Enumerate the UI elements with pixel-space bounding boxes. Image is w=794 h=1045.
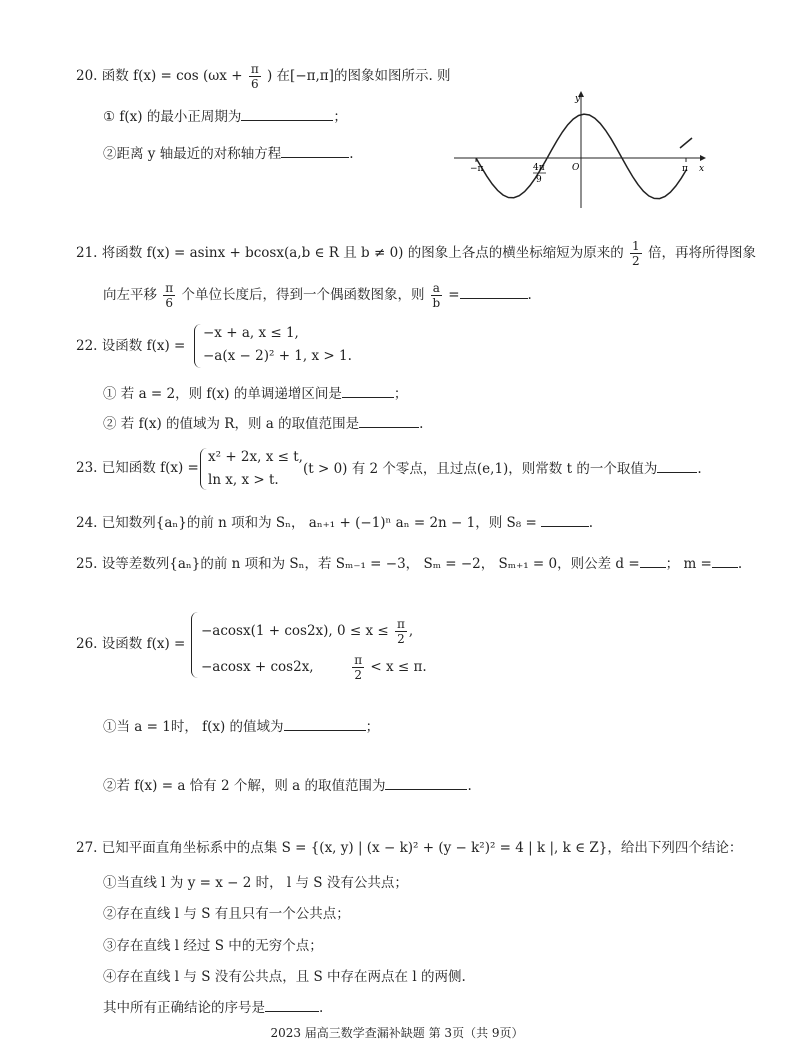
answer-blank[interactable] bbox=[541, 512, 589, 527]
q22-brace bbox=[194, 324, 201, 368]
curve-tail bbox=[680, 138, 692, 148]
q26-part1: ①当 a = 1时， f(x) 的值域为 ； bbox=[103, 716, 379, 737]
answer-blank[interactable] bbox=[284, 716, 366, 731]
q24: 24. 已知数列{aₙ}的前 n 项和为 Sₙ， aₙ₊₁ + (−1)ⁿ aₙ = 2n − 1，则 S₈ = . bbox=[76, 512, 593, 533]
answer-blank[interactable] bbox=[385, 775, 467, 790]
answer-blank[interactable] bbox=[281, 143, 349, 158]
q20-part1: ① f(x) 的最小正周期为 ； bbox=[103, 106, 347, 127]
q22-case2: −a(x − 2)² + 1, x > 1. bbox=[203, 348, 352, 364]
label-zero-num: 4π bbox=[533, 163, 545, 173]
q20-stem-text-b: ) 在[−π,π]的图象如图所示. 则 bbox=[267, 68, 451, 84]
q21-pi-over-6: $\frac{\pi}{6}$ bbox=[165, 281, 174, 310]
q21-a-over-b: $\frac{a}{b}$ bbox=[432, 281, 441, 310]
label-pi: π bbox=[682, 164, 688, 174]
q27-conclusion-3: ③存在直线 l 经过 S 中的无穷个点； bbox=[103, 938, 323, 954]
label-neg-pi: −π bbox=[470, 164, 484, 174]
q26-stem: 26. 设函数 f(x) = bbox=[76, 636, 186, 652]
q22-stem: 22. 设函数 f(x) = bbox=[76, 338, 186, 354]
q26-part2: ②若 f(x) = a 恰有 2 个解，则 a 的取值范围为 . bbox=[103, 775, 472, 796]
q27-stem: 27. 已知平面直角坐标系中的点集 S = {(x, y) | (x − k)² + (y − k²)² = 4 | k |, k ∈ Z}，给出下列四个结论： bbox=[76, 840, 743, 856]
q26-case1: −acosx(1 + cos2x), 0 ≤ x ≤ $\frac{\pi}{2}$ , bbox=[201, 617, 414, 646]
answer-blank[interactable] bbox=[657, 458, 697, 473]
q25: 25. 设等差数列{aₙ}的前 n 项和为 Sₙ，若 Sₘ₋₁ = −3， Sₘ = −2， Sₘ₊₁ = 0，则公差 d = ； m = . bbox=[76, 553, 742, 574]
q26-case2: −acosx + cos2x, $\frac{\pi}{2}$ < x ≤ π. bbox=[201, 653, 427, 682]
q21-number: 21. bbox=[76, 245, 98, 261]
q20-stem-text-a: 函数 f(x) = cos (ωx + bbox=[101, 68, 243, 84]
q20-number: 20. bbox=[76, 68, 98, 84]
q23-case1: x² + 2x, x ≤ t, bbox=[208, 449, 303, 465]
q22-part1: ① 若 a = 2，则 f(x) 的单调递增区间是 ； bbox=[103, 383, 407, 404]
q23-number: 23. bbox=[76, 460, 98, 476]
answer-blank[interactable] bbox=[712, 553, 738, 568]
q22-case1: −x + a, x ≤ 1, bbox=[203, 325, 299, 341]
q22-part2: ② 若 f(x) 的值域为 R，则 a 的取值范围是 . bbox=[103, 413, 423, 434]
q21-one-half: $\frac{1}{2}$ bbox=[632, 239, 640, 268]
q26-brace bbox=[191, 612, 198, 678]
q20-part2: ②距离 y 轴最近的对称轴方程 . bbox=[103, 143, 354, 164]
q23-tail: (t > 0) 有 2 个零点，且过点(e,1)，则常数 t 的一个取值为 . bbox=[303, 458, 702, 479]
q23-brace bbox=[200, 448, 207, 490]
answer-blank[interactable] bbox=[342, 383, 394, 398]
q23-case2: ln x, x > t. bbox=[208, 472, 279, 488]
q27-conclusion-1: ①当直线 l 为 y = x − 2 时， l 与 S 没有公共点； bbox=[103, 875, 408, 891]
q20-cosine-graph bbox=[448, 88, 713, 212]
answer-blank[interactable] bbox=[640, 553, 666, 568]
label-y: y bbox=[575, 94, 581, 104]
q27-question: 其中所有正确结论的序号是 . bbox=[103, 997, 323, 1018]
answer-blank[interactable] bbox=[460, 284, 528, 299]
q27-conclusion-2: ②存在直线 l 与 S 有且只有一个公共点； bbox=[103, 906, 350, 922]
q22-number: 22. bbox=[76, 338, 98, 354]
q21-line1: 21. 将函数 f(x) = asinx + bcosx(a,b ∈ R 且 b ≠ 0) 的图象上各点的横坐标缩短为原来的 $\frac{1}{2}$ 倍，再将所得图象 bbox=[76, 239, 756, 268]
label-x: x bbox=[699, 164, 705, 174]
label-origin: O bbox=[572, 163, 580, 173]
answer-blank[interactable] bbox=[241, 106, 333, 121]
q26-number: 26. bbox=[76, 636, 98, 652]
q21-line2: 向左平移 $\frac{\pi}{6}$ 个单位长度后，得到一个偶函数图象，则 $\frac{a}{b}$ = . bbox=[103, 281, 532, 310]
q20-stem bbox=[76, 62, 451, 91]
x-axis-arrow bbox=[700, 155, 706, 161]
answer-blank[interactable] bbox=[265, 997, 319, 1012]
label-zero-den: 9 bbox=[536, 175, 542, 185]
answer-blank[interactable] bbox=[359, 413, 419, 428]
q24-number: 24. bbox=[76, 515, 98, 531]
q27-conclusion-4: ④存在直线 l 与 S 没有公共点，且 S 中存在两点在 l 的两侧. bbox=[103, 969, 466, 985]
q25-number: 25. bbox=[76, 556, 98, 572]
page-footer: 2023 届高三数学查漏补缺题 第 3页（共 9页） bbox=[270, 1026, 524, 1040]
q23-stem: 23. 已知函数 f(x) = bbox=[76, 460, 199, 476]
q20-pi-over-6: $\frac{\pi}{6}$ bbox=[250, 62, 259, 91]
q27-number: 27. bbox=[76, 840, 98, 856]
